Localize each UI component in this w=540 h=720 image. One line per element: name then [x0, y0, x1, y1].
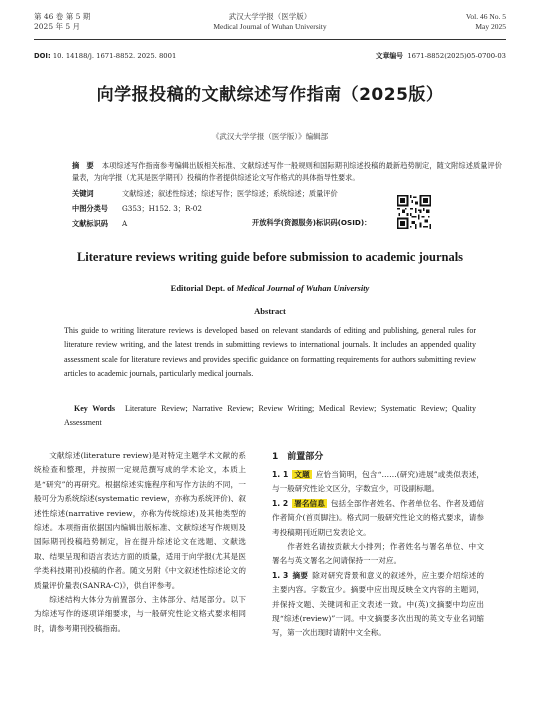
cn-keywords: 关键词 文献综述；叙述性综述；综述写作；医学综述；系统综述；质量评价: [72, 189, 338, 198]
english-abstract: This guide to writing literature reviews is developed based on relevant standards of editing and publishing, general rules for literature review writing, and the latest trends in submitting reviews to international journals. It includes an appended quality assessment scale for literature reviews and provides specific guidance on formatting requirements for authors submitting review articles to academic journals, particularly medical journals.: [64, 326, 476, 379]
english-abstract-heading: Abstract: [254, 306, 286, 316]
english-keywords-text: Literature Review; Narrative Review; Review Writing; Medical Review; Systematic Review; Quality Assessment: [64, 404, 476, 428]
intro-paragraph: 文献综述(literature review)是对特定主题学术文献的系统检查和整理，并按照一定规范撰写成的学术论文，本质上是“研究”的再研究。根据综述实施程序和写作方法的不同，一般可分为系统综述(systematic review，亦称为系统评价)、叙述性综述(narrative review，亦称为传统综述)及其他类型的综述。本项指南依据国内编辑出版标准、文献综述写作规则及国际期刊投稿趋势制定，旨在提升综述论文在选题、文献选取、结果呈现和语言表达方面的质量，适用于向学报(尤其是医学类科技期刊)投稿的作者。随文另附《中文叙述性综述论文的质量评价量表(SANRA-C)》，供自评参考。: [34, 451, 246, 590]
english-author: Editorial Dept. of Medical Journal of Wuhan University: [170, 283, 370, 293]
volume-info: Vol. 46 No. 5 May 2025: [465, 12, 506, 31]
subsection-title: 1. 1 文题 应恰当简明，包含“……(研究)进展”或类似表述，与一般研究性论文区分，字数宜少，可设副标题。: [272, 470, 485, 494]
editor-line: 《武汉大学学报（医学版）》编辑部: [211, 132, 329, 141]
cn-abstract: [72, 160, 502, 184]
document-code: 文献标识码 A: [72, 219, 128, 228]
issue-info: 第 46 卷 第 5 期 2025 年 5 月: [34, 12, 91, 31]
english-keywords: [64, 402, 476, 431]
running-header: [34, 10, 506, 40]
paper-title: 向学报投稿的文献综述写作指南（2025版）: [96, 85, 444, 105]
highlight-authors: 署名信息: [294, 498, 325, 508]
cn-abstract-label: 摘 要: [72, 161, 94, 170]
doi: DOI: 10. 14188/j. 1671-8852. 2025. 8001: [34, 52, 177, 60]
clc-number: 中图分类号 G353；H152. 3；R-02: [72, 204, 202, 213]
doi-row: [34, 52, 506, 61]
section-heading: 1 前置部分: [272, 452, 324, 462]
english-keywords-label: Key Words: [74, 404, 115, 413]
subsection-authors: 1. 2 署名信息 包括全部作者姓名、作者单位名、作者及通信作者简介(首页脚注)。格式同一般研究性论文的格式要求，请参考投稿期刊近期已发表论文。: [272, 498, 484, 537]
cn-abstract-text: 本项综述写作指南参考编辑出版相关标准、文献综述写作一般规则和国际期刊综述投稿的最新趋势制定，随文附综述质量评价量表，为向学报（尤其是医学期刊）投稿的作者提供综述论文写作格式的具体指导性要求。: [72, 161, 502, 182]
body-left-column: [34, 449, 246, 636]
qr-code-icon[interactable]: [397, 195, 431, 229]
osid-label: 开放科学(资源服务)标识码(OSID)：: [252, 218, 372, 227]
highlight-title: 文题: [294, 470, 310, 479]
author-order-paragraph: 作者姓名请按贡献大小排列；作者姓名与署名单位、中文署名与英文署名之间请保持一一对应。: [272, 542, 484, 566]
journal-name: 武汉大学学报（医学版） Medical Journal of Wuhan University: [213, 12, 327, 31]
article-number: 文章编号 1671-8852(2025)05-0700-03: [375, 52, 506, 60]
english-title: Literature reviews writing guide before submission to academic journals: [76, 250, 464, 264]
body-right-column: [272, 449, 484, 641]
header-rule: [34, 39, 506, 40]
structure-paragraph: 综述结构大体分为前置部分、主体部分、结尾部分。以下为综述写作的逐项详细要求，与一般研究性论文格式要求相同时，请参考期刊投稿指南。: [34, 595, 246, 633]
subsection-abstract: 1. 3 摘要 除对研究背景和意义的叙述外，应主要介绍综述的主要内容。字数宜少。摘要中应出现反映全文内容的主题词，并保持文题、关键词和正文表述一致。中(英)文摘要中均应出现“综述(review)”一词。中文摘要多次出现的英文专业名词缩写，第一次出现时请附中文全称。: [272, 570, 485, 638]
abstract-label: 摘要: [292, 570, 309, 580]
